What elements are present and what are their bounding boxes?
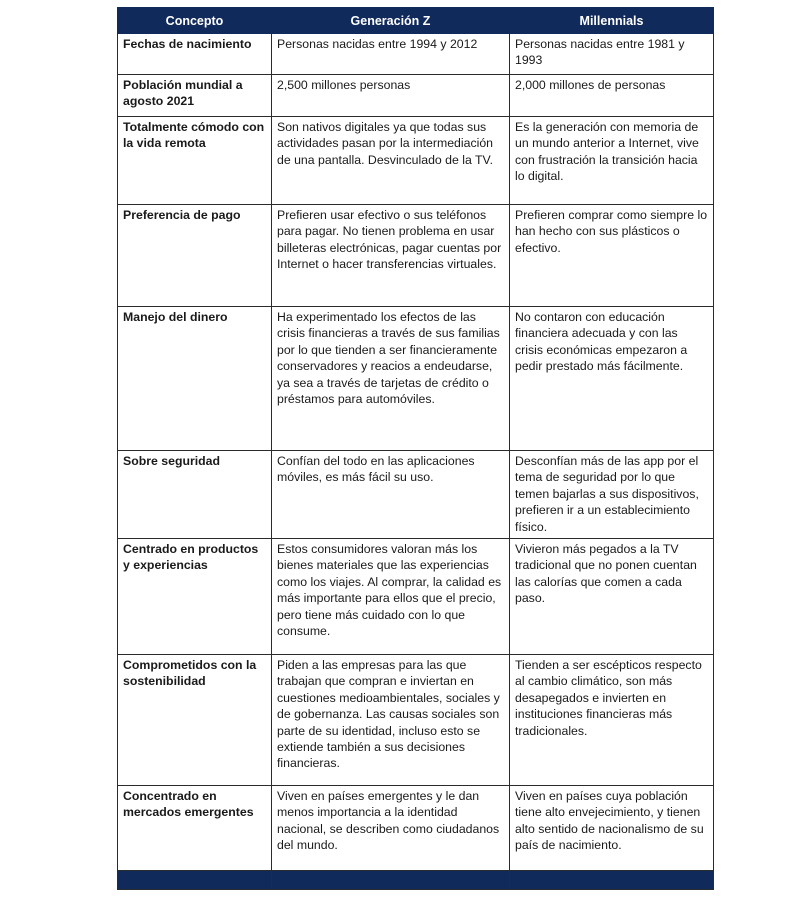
concept-cell: Comprometidos con la sostenibilidad [118,655,272,786]
concept-cell: Preferencia de pago [118,205,272,307]
footer-cell [118,871,272,890]
millennials-cell: 2,000 millones de personas [510,75,714,117]
table-row [118,34,714,75]
genz-cell: Confían del todo en las aplicaciones móviles, es más fácil su uso. [272,451,510,539]
millennials-cell: Prefieren comprar como siempre lo han hecho con sus plásticos o efectivo. [510,205,714,307]
concept-cell: Totalmente cómodo con la vida remota [118,117,272,205]
concept-cell: Concentrado en mercados emergentes [118,786,272,871]
table-row [118,75,714,117]
concept-cell: Fechas de nacimiento [118,34,272,75]
header-millennials: Millennials [510,8,714,34]
genz-cell: Estos consumidores valoran más los bienes materiales que las experiencias como los viajes. Al comprar, la calidad es más importante para ellos que el precio, pero tiene más cuidado con lo que consume. [272,539,510,655]
footer-cell [510,871,714,890]
table-body [118,34,714,890]
table-row [118,786,714,871]
millennials-cell: Personas nacidas entre 1981 y 1993 [510,34,714,75]
concept-cell: Población mundial a agosto 2021 [118,75,272,117]
millennials-cell: Viven en países cuya población tiene alto envejecimiento, y tienen alto sentido de nacionalismo de su país de nacimiento. [510,786,714,871]
concept-cell: Sobre seguridad [118,451,272,539]
header-concepto: Concepto [118,8,272,34]
millennials-cell: Vivieron más pegados a la TV tradicional que no ponen cuentan las calorías que comen a cada paso. [510,539,714,655]
table-row [118,451,714,539]
table-row [118,539,714,655]
table-row [118,655,714,786]
header-generacion-z: Generación Z [272,8,510,34]
table-footer-bar [118,871,714,890]
table-row [118,307,714,451]
millennials-cell: No contaron con educación financiera adecuada y con las crisis económicas empezaron a pedir prestado más fácilmente. [510,307,714,451]
genz-cell: 2,500 millones personas [272,75,510,117]
table-header [118,8,714,34]
table-row [118,205,714,307]
footer-cell [272,871,510,890]
concept-cell: Manejo del dinero [118,307,272,451]
concept-cell: Centrado en productos y experiencias [118,539,272,655]
comparison-table [117,7,714,890]
genz-cell: Son nativos digitales ya que todas sus actividades pasan por la intermediación de una pantalla. Desvinculado de la TV. [272,117,510,205]
millennials-cell: Tienden a ser escépticos respecto al cambio climático, son más desapegados e invierten en instituciones financieras más tradicionales. [510,655,714,786]
genz-cell: Personas nacidas entre 1994 y 2012 [272,34,510,75]
millennials-cell: Es la generación con memoria de un mundo anterior a Internet, vive con frustración la transición hacia lo digital. [510,117,714,205]
genz-cell: Prefieren usar efectivo o sus teléfonos para pagar. No tienen problema en usar billeteras electrónicas, pagar cuentas por Internet o hacer transferencias virtuales. [272,205,510,307]
genz-cell: Viven en países emergentes y le dan menos importancia a la identidad nacional, se describen como ciudadanos del mundo. [272,786,510,871]
header-row [118,8,714,34]
millennials-cell: Desconfían más de las app por el tema de seguridad por lo que temen bajarlas a sus dispositivos, prefieren ir a un establecimiento físico. [510,451,714,539]
genz-cell: Piden a las empresas para las que trabajan que compran e inviertan en cuestiones medioambientales, sociales y de gobernanza. Las causas sociales son parte de su identidad, incluso esto se extiende también a sus decisiones financieras. [272,655,510,786]
table-row [118,117,714,205]
genz-cell: Ha experimentado los efectos de las crisis financieras a través de sus familias por lo que tienden a ser financieramente conservadores y reacios a endeudarse, ya sea a través de tarjetas de crédito o préstamos para automóviles. [272,307,510,451]
